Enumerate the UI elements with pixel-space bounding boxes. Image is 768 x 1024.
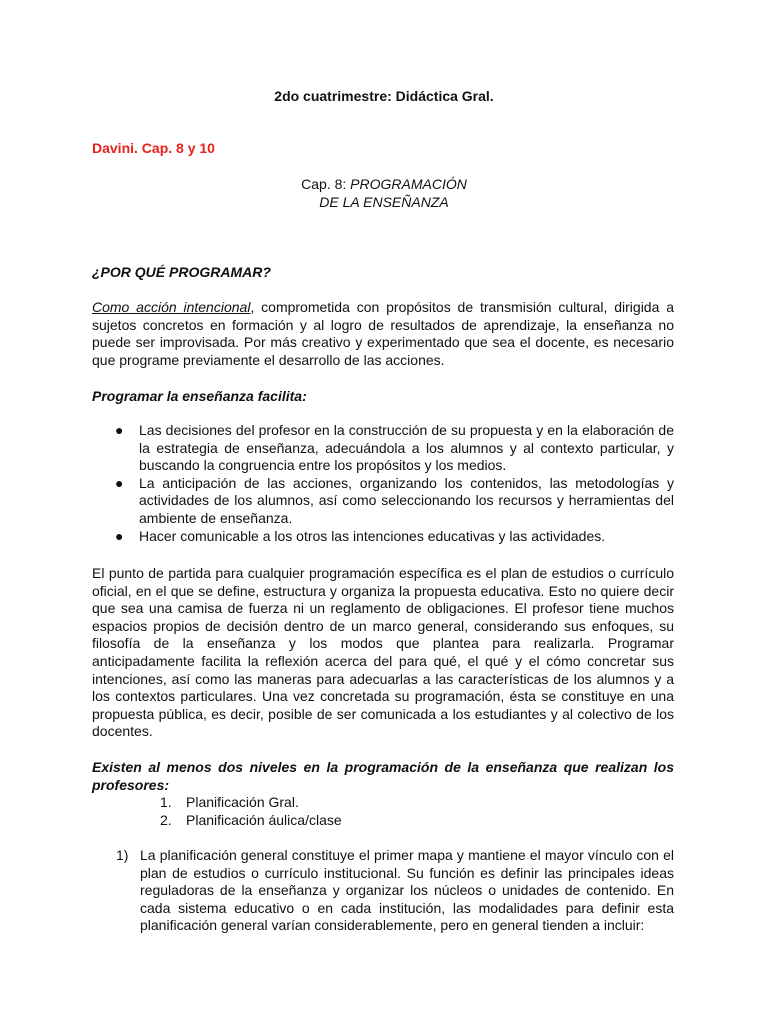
facilitates-subheading: Programar la enseñanza facilita: [92,388,307,404]
section-heading: ¿POR QUÉ PROGRAMAR? [92,264,271,280]
intentional-action-phrase: Como acción intencional [92,299,251,315]
document-title: 2do cuatrimestre: Didáctica Gral. [274,88,494,104]
list-item: ● Las decisiones del profesor en la construcción de su propuesta y en la elaboración de la estrategia de enseñanza, adecuándola a los alumnos y al contexto particular, y buscando la congruencia entre los propósitos y los medios. [115,422,674,474]
list-item: ● La anticipación de las acciones, organizando los contenidos, las metodologías y actividades de los alumnos, así como seleccionando los recursos y herramientas del ambiente de enseñanza. [115,474,674,526]
list-item: 2. Planificación áulica/clase [160,812,342,828]
bullet-list [92,422,674,545]
bullet-icon: ● [115,527,124,544]
chapter-title-line1: PROGRAMACIÓN [350,176,467,192]
intro-paragraph [92,299,674,369]
list-item: 1. Planificación Gral. [160,794,299,810]
reference-line: Davini. Cap. 8 y 10 [92,140,215,156]
intro-paragraph-rest: , comprometida con propósitos de transmisión cultural, dirigida a sujetos concretos en formación y al logro de resultados de aprendizaje, la enseñanza no puede ser improvisada. Por más creativo y experimentado que sea el docente, es necesario que programe previamente el desarrollo de las acciones. [92,299,674,368]
list-item: ● Hacer comunicable a los otros las intenciones educativas y las actividades. [115,527,606,544]
general-planning-list [92,847,674,935]
curriculum-paragraph: El punto de partida para cualquier programación específica es el plan de estudios o currículo oficial, en el que se define, estructura y organiza la propuesta educativa. Esto no quiere decir que sea una camisa de fuerza ni un reglamento de obligaciones. El profesor tiene muchos espacios propios de decisión dentro de un marco general, considerando sus enfoques, su filosofía de la enseñanza y los modos que plantea para realizarla. Programar anticipadamente facilita la reflexión acerca del para qué, el qué y el cómo concretar sus intenciones, así como las maneras para adecuarlas a las características de los alumnos y a los contextos particulares. Una vez concretada su programación, ésta se constituye en una propuesta pública, es decir, posible de ser comunicada a los estudiantes y al colectivo de los docentes. [92,565,674,740]
bullet-icon: ● [115,474,124,491]
chapter-title-line2: DE LA ENSEÑANZA [319,193,449,210]
levels-heading: Existen al menos dos niveles en la programación de la enseñanza que realizan los profesores: [92,759,674,793]
chapter-heading [0,176,768,211]
chapter-prefix: Cap. 8: [301,176,351,192]
list-item: 1) La planificación general constituye el primer mapa y mantiene el mayor vínculo con el plan de estudios o currículo institucional. Su función es definir las principales ideas reguladoras de la enseñanza y organizar los núcleos o unidades de contenido. En cada sistema educativo o en cada institución, las modalidades para definir esta planificación general varían considerablemente, pero en general tienden a incluir: [116,847,674,934]
bullet-icon: ● [115,422,124,438]
levels-list [160,793,560,829]
